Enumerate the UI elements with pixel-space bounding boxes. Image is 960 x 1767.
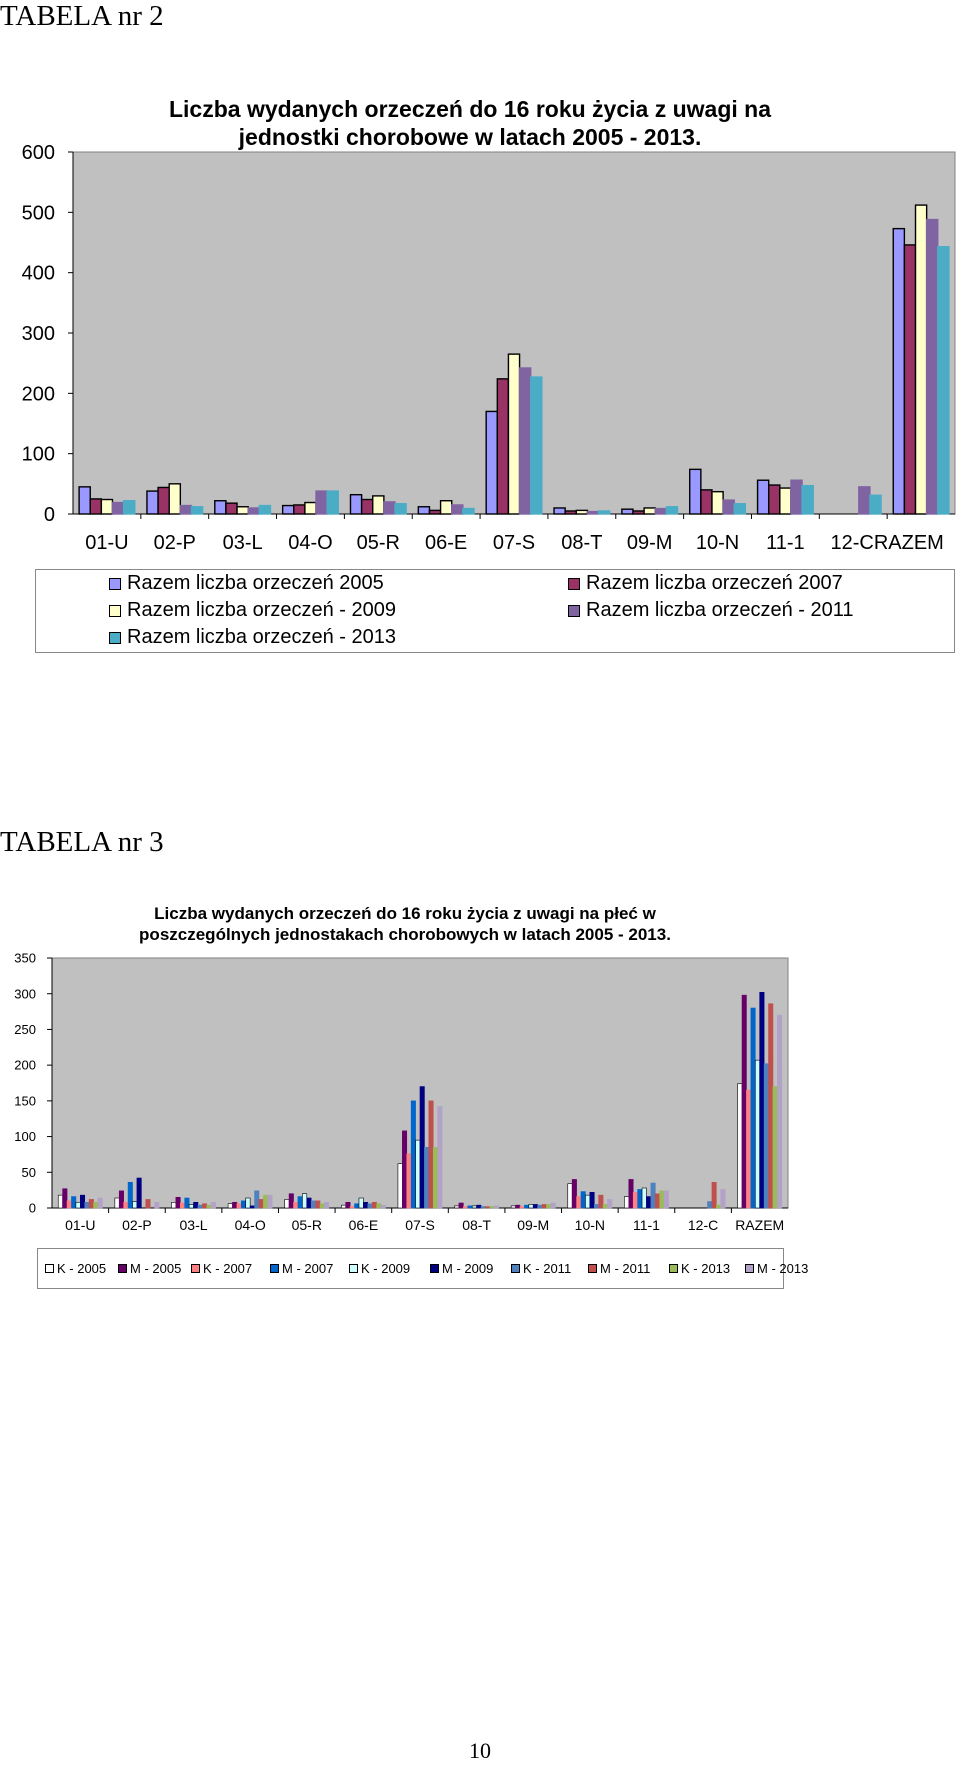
chart2-y-tick-label: 200	[14, 1057, 36, 1073]
chart2-bar	[646, 1197, 650, 1208]
chart2-bar	[237, 1204, 241, 1208]
chart2-bar	[769, 1004, 773, 1208]
chart2-bar	[241, 1201, 245, 1208]
chart2-bar	[89, 1199, 93, 1208]
chart1-y-tick-label: 500	[21, 202, 55, 225]
chart2-bar	[424, 1147, 428, 1208]
chart2-bar	[368, 1204, 372, 1208]
chart2-bar	[268, 1195, 272, 1208]
chart2-legend-label: K - 2009	[361, 1261, 411, 1276]
chart2-bar	[294, 1202, 298, 1208]
chart2-bar	[250, 1206, 254, 1208]
chart2-bar	[608, 1199, 612, 1208]
chart2-bar	[67, 1201, 71, 1208]
chart2-legend-item	[430, 1261, 493, 1276]
chart1-x-tick-label: 11-1	[766, 532, 805, 554]
chart2-bar	[98, 1198, 102, 1208]
chart2-legend-label: K - 2011	[523, 1261, 572, 1276]
chart2-y-tick-label: 150	[14, 1093, 36, 1109]
chart2-y-tick-label: 0	[28, 1200, 36, 1216]
chart2-bar	[651, 1183, 655, 1208]
chart2-bar	[63, 1189, 67, 1208]
chart2-bar	[721, 1189, 725, 1208]
chart2-bar	[638, 1189, 642, 1208]
chart2-bar	[228, 1204, 232, 1208]
chart2-bar	[533, 1204, 537, 1208]
chart2-x-tick-label: RAZEM	[735, 1217, 785, 1233]
chart2-bar	[171, 1202, 175, 1208]
chart2-bar	[538, 1205, 542, 1208]
chart2-bar	[511, 1206, 515, 1208]
heading-tabela-2: TABELA nr 2	[0, 0, 164, 32]
chart2-bar	[707, 1202, 711, 1208]
chart1-x-tick-label: 04-O	[288, 532, 333, 554]
chart2-bar	[416, 1140, 420, 1208]
chart2-bar	[764, 1064, 768, 1208]
heading-tabela-3: TABELA nr 3	[0, 826, 164, 858]
chart2-x-tick-label: 01-U	[65, 1217, 96, 1233]
chart2-legend-item	[118, 1261, 181, 1276]
chart2-bar	[599, 1195, 603, 1208]
chart2-bar	[189, 1204, 193, 1208]
chart2-legend-swatch	[430, 1264, 439, 1273]
chart2-legend-label: M - 2011	[600, 1261, 651, 1276]
chart1-y-tick-label: 400	[21, 262, 55, 285]
chart2-bar	[624, 1197, 628, 1208]
chart2-bar	[324, 1202, 328, 1208]
chart2-bar	[429, 1101, 433, 1208]
chart2-legend-item	[349, 1261, 410, 1276]
chart2-x-tick-label: 12-C	[687, 1217, 719, 1233]
chart2-bar	[298, 1197, 302, 1208]
chart2-bar	[433, 1147, 437, 1208]
chart2-bar	[524, 1205, 528, 1208]
chart2-bar	[542, 1204, 546, 1208]
chart2-bar	[355, 1204, 359, 1208]
chart2-bar	[529, 1204, 533, 1208]
chart2-bar	[133, 1202, 137, 1208]
chart2-bar	[660, 1191, 664, 1208]
chart2-bar	[302, 1194, 306, 1208]
chart2-legend-label: M - 2013	[757, 1261, 809, 1276]
chart1-x-tick-label: 02-P	[153, 532, 196, 554]
chart2-bar	[246, 1198, 250, 1208]
chart2-bar	[71, 1197, 75, 1208]
chart2-bar	[398, 1164, 402, 1208]
chart1-x-tick-label: 01-U	[85, 532, 129, 554]
chart2-legend-swatch	[588, 1264, 597, 1273]
chart2-bar	[411, 1101, 415, 1208]
chart2-bar	[629, 1179, 633, 1208]
chart2-bar	[490, 1207, 494, 1208]
chart2-bar	[664, 1191, 668, 1208]
chart1-x-tick-label: 05-R	[356, 532, 400, 554]
chart2-legend-item	[669, 1261, 730, 1276]
chart2-legend-swatch	[745, 1264, 754, 1273]
chart2-bar	[568, 1184, 572, 1208]
chart1-x-tick-label: 10-N	[695, 532, 740, 554]
chart1-x-tick-label: 09-M	[626, 532, 673, 554]
chart2-bar	[712, 1182, 716, 1208]
chart2-legend-swatch	[118, 1264, 127, 1273]
chart1-y-tick-label: 100	[21, 443, 55, 466]
chart2-bar	[777, 1015, 781, 1208]
chart2-bar	[85, 1202, 89, 1208]
chart2-legend-swatch	[45, 1264, 54, 1273]
chart1-x-tick-label: 08-T	[561, 532, 603, 554]
chart2-bar	[137, 1178, 141, 1208]
chart2-bar	[459, 1203, 463, 1208]
chart1-y-tick-label: 600	[21, 142, 55, 164]
chart2-x-tick-label: 04-O	[234, 1217, 266, 1233]
chart2-bar	[359, 1198, 363, 1208]
chart2-bar	[485, 1207, 489, 1208]
chart2-bar	[307, 1198, 311, 1208]
chart2-bar	[185, 1198, 189, 1208]
chart2-legend-label: K - 2005	[57, 1261, 107, 1276]
chart2-bar	[176, 1197, 180, 1208]
chart2-bar	[180, 1203, 184, 1208]
chart2-legend-label: M - 2007	[282, 1261, 334, 1276]
chart2-legend-swatch	[349, 1264, 358, 1273]
chart2-bar	[477, 1205, 481, 1208]
chart2-legend-swatch	[191, 1264, 200, 1273]
chart2-bar	[642, 1188, 646, 1208]
chart2-y-tick-label: 350	[14, 950, 36, 966]
chart2-bar	[760, 992, 764, 1208]
chart1-legend-label: Razem liczba orzeczeń - 2013	[127, 626, 397, 648]
chart1-title: Liczba wydanych orzeczeń do 16 roku życia z uwagi na jednostki chorobowe w latach 2005 - 2013.	[168, 96, 771, 150]
chart2-bar	[289, 1194, 293, 1208]
chart2-bar	[594, 1204, 598, 1208]
chart2-bar	[755, 1060, 759, 1208]
chart2-x-tick-label: 08-T	[462, 1217, 492, 1233]
chart1-legend-label: Razem liczba orzeczeń 2005	[127, 572, 384, 594]
chart2-legend-swatch	[511, 1264, 520, 1273]
chart2-bar	[124, 1202, 128, 1208]
chart2-legend-label: K - 2013	[681, 1261, 731, 1276]
chart2-legend-item	[191, 1261, 252, 1276]
chart2-bar	[155, 1202, 159, 1208]
chart2-legend-label: M - 2005	[130, 1261, 182, 1276]
chart2-bar	[320, 1204, 324, 1208]
chart2-bar	[285, 1199, 289, 1208]
chart2-bar	[377, 1204, 381, 1208]
chart2-legend-item	[270, 1261, 333, 1276]
chart2-x-tick-label: 05-R	[291, 1217, 322, 1233]
chart1-x-tick-label: 12-CRAZEM	[830, 532, 944, 554]
chart2-bar	[603, 1204, 607, 1208]
chart2-x-tick-label: 09-M	[517, 1217, 550, 1233]
chart2-bar	[316, 1201, 320, 1208]
chart2-bar	[590, 1192, 594, 1208]
chart2-bar	[80, 1195, 84, 1208]
chart2-bar	[119, 1191, 123, 1208]
chart2-bar	[716, 1205, 720, 1208]
chart2-bar	[402, 1131, 406, 1208]
chart2-bar	[259, 1199, 263, 1208]
chart2-bar	[494, 1206, 498, 1208]
chart2-bar	[455, 1206, 459, 1208]
chart2-bar	[420, 1087, 424, 1208]
chart2-x-tick-label: 07-S	[405, 1217, 435, 1233]
chart2-bar	[472, 1206, 476, 1208]
chart2-bar	[520, 1207, 524, 1208]
chart1-x-tick-label: 07-S	[492, 532, 536, 554]
chart2-bar	[585, 1195, 589, 1208]
chart2-bar	[198, 1205, 202, 1208]
chart2-x-tick-label: 06-E	[348, 1217, 379, 1233]
chart2-legend-swatch	[669, 1264, 678, 1273]
chart2-bar	[207, 1205, 211, 1208]
chart2-bar	[76, 1202, 80, 1208]
chart2-bar	[363, 1202, 367, 1208]
chart2-bar	[146, 1199, 150, 1208]
chart2-legend-swatch	[270, 1264, 279, 1273]
chart2-bar	[346, 1202, 350, 1208]
chart2-bar	[577, 1197, 581, 1208]
chart2-bar	[516, 1205, 520, 1208]
chart2-bar	[311, 1201, 315, 1208]
chart2-legend-label: K - 2007	[203, 1261, 253, 1276]
chart2-bar	[546, 1204, 550, 1208]
chart1-y-tick-label: 300	[21, 323, 55, 345]
chart2-bar	[551, 1203, 555, 1208]
chart2-bar	[572, 1179, 576, 1208]
chart2-y-tick-label: 300	[14, 986, 36, 1002]
chart2-legend-item	[511, 1261, 571, 1276]
chart2-bar	[202, 1204, 206, 1208]
chart2-title: Liczba wydanych orzeczeń do 16 roku życia z uwagi na płeć w poszczególnych jednostakach chorobowych w latach 2005 - 2013.	[139, 904, 671, 944]
chart2-bar	[773, 1087, 777, 1208]
chart2-bar	[128, 1182, 132, 1208]
chart2-x-tick-label: 11-1	[632, 1217, 660, 1233]
chart2-y-tick-label: 100	[14, 1129, 36, 1145]
chart2-bar	[746, 1090, 750, 1208]
chart2-bar	[633, 1192, 637, 1208]
chart2-bar	[463, 1207, 467, 1208]
chart2-legend-item	[588, 1261, 650, 1276]
chart2-bar	[655, 1194, 659, 1208]
chart2-bar	[350, 1207, 354, 1208]
chart2-y-tick-label: 250	[14, 1021, 36, 1037]
chart2-bar	[751, 1008, 755, 1208]
chart2-bar	[372, 1202, 376, 1208]
chart2-bar	[742, 995, 746, 1208]
chart2-bar	[255, 1191, 259, 1208]
chart1-y-tick-label: 200	[21, 383, 55, 406]
chart1-y-tick-label: 0	[43, 504, 55, 526]
chart2-bar	[263, 1195, 267, 1208]
chart2-y-tick-label: 50	[21, 1164, 36, 1180]
chart2-bar	[232, 1202, 236, 1208]
chart2-bar	[58, 1195, 62, 1208]
chart1-x-tick-label: 06-E	[425, 532, 468, 554]
chart2-bar	[381, 1205, 385, 1208]
chart2-bar	[438, 1107, 442, 1208]
chart1-legend-label: Razem liczba orzeczeń - 2011	[586, 599, 854, 621]
chart2-x-tick-label: 10-N	[574, 1217, 606, 1233]
chart1-legend-label: Razem liczba orzeczeń 2007	[586, 572, 843, 594]
chart2-bar	[581, 1192, 585, 1208]
chart2-legend-label: M - 2009	[442, 1261, 494, 1276]
chart2-bar	[341, 1205, 345, 1208]
page-number: 10	[469, 1738, 491, 1763]
chart2-bar	[194, 1202, 198, 1208]
chart2-x-tick-label: 03-L	[179, 1217, 208, 1233]
chart2-bar	[738, 1084, 742, 1208]
chart2-legend	[37, 1248, 809, 1289]
chart2-bar	[211, 1202, 215, 1208]
chart2-bar	[407, 1154, 411, 1208]
chart2-bar	[94, 1202, 98, 1208]
chart2-legend-item	[45, 1261, 106, 1276]
chart1-x-tick-label: 03-L	[222, 532, 263, 554]
chart1-legend-label: Razem liczba orzeczeń - 2009	[127, 599, 397, 621]
chart2-bar	[468, 1206, 472, 1208]
chart2-legend-item	[745, 1261, 808, 1276]
chart2-bar	[481, 1207, 485, 1208]
chart2-bar	[115, 1198, 119, 1208]
chart2-x-tick-label: 02-P	[122, 1217, 152, 1233]
